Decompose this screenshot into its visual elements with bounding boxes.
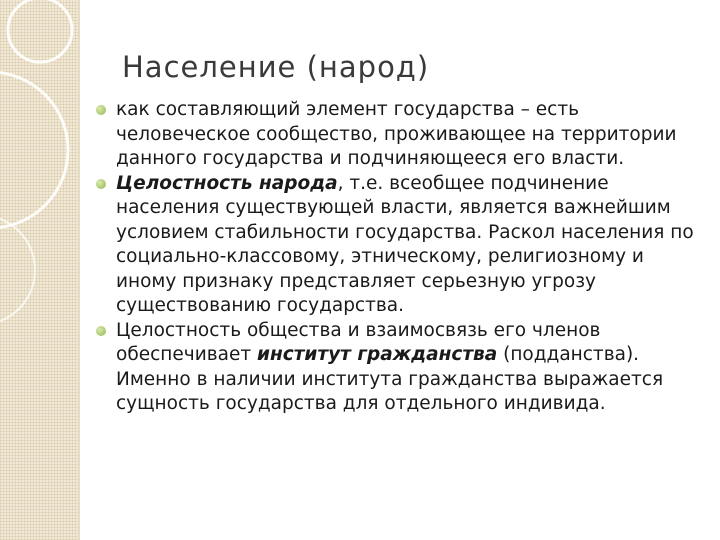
bullet-text-after: (подданства). Именно в наличии института гражданства выражается сущность государства для отдельного индивида. [116, 344, 664, 414]
bullet-item-3 [96, 319, 696, 417]
bullet-dot-icon [96, 326, 106, 336]
bullet-item-2 [96, 172, 696, 319]
bullet-emphasis: Целостность народа [116, 172, 338, 194]
slide-title: Население (народ) [122, 50, 430, 84]
decorative-side-band [0, 0, 78, 540]
bullet-dot-icon [96, 179, 106, 189]
decorative-circles [0, 0, 78, 540]
bullet-item-1 [96, 98, 696, 172]
band-divider [78, 0, 80, 540]
bullet-text-before: Целостность общества и взаимосвязь его членов обеспечивает [116, 319, 601, 365]
bullet-text: как составляющий элемент государства – есть человеческое сообщество, проживающее на территории данного государства и подчиняющееся его власти. [116, 99, 677, 169]
bullet-dot-icon [96, 105, 106, 115]
bullet-list [96, 98, 696, 417]
bullet-emphasis: институт гражданства [257, 344, 498, 365]
bullet-text: , т.е. всеобщее подчинение населения существующей власти, является важнейшим условием стабильности государства. Раскол населения по социально-классовому, этническому, религиозному и иному признаку представляет серьезную угрозу существованию государства. [116, 172, 694, 316]
